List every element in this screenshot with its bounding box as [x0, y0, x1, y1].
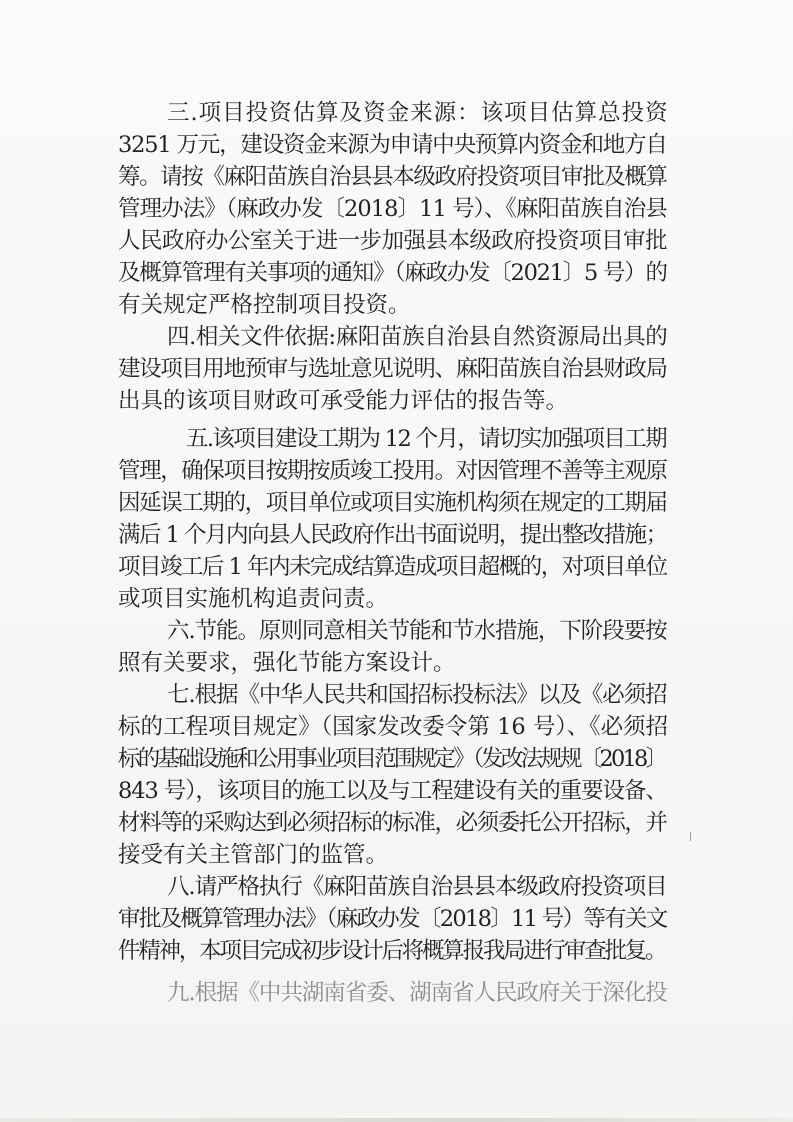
text-line: 五.该项目建设工期为 12 个月，请切实加强项目工期: [186, 426, 666, 452]
text-line: 人民政府办公室关于进一步加强县本级政府投资项目审批: [118, 228, 667, 254]
text-line: 出具的该项目财政可承受能力评估的报告等。: [118, 388, 569, 414]
text-line: 项目竣工后 1 年内未完成结算造成项目超概的，对项目单位: [118, 554, 667, 580]
text-line: 管理，确保项目按期按质竣工投用。对因管理不善等主观原: [118, 458, 667, 484]
text-line: 材料等的采购达到必须招标的标准，必须委托公开招标，并: [118, 810, 667, 836]
text-line: 接受有关主管部门的监管。: [118, 842, 389, 868]
text-line: 筹。请按《麻阳苗族自治县县本级政府投资项目审批及概算: [118, 164, 667, 190]
text-line: 满后 1 个月内向县人民政府作出书面说明，提出整改措施；: [118, 522, 667, 548]
text-line: 六.节能。原则同意相关节能和节水措施，下阶段要按: [167, 618, 667, 644]
text-line: 3251 万元，建设资金来源为申请中央预算内资金和地方自: [118, 132, 667, 158]
text-line: 审批及概算管理办法》（麻政办发〔2018〕11 号）等有关文: [118, 906, 667, 932]
text-line: 管理办法》（麻政办发〔2018〕11 号）、《麻阳苗族自治县: [118, 196, 667, 222]
text-line: 因延误工期的，项目单位或项目实施机构须在规定的工期届: [118, 490, 667, 516]
text-line: 标的基础设施和公用事业项目范围规定》（发改法规规〔2018〕: [118, 746, 666, 772]
text-line: 有关规定严格控制项目投资。: [118, 292, 411, 318]
scan-mark: [690, 832, 691, 841]
text-line: 建设项目用地预审与选址意见说明、麻阳苗族自治县财政局: [118, 356, 667, 382]
text-line: 件精神，本项目完成初步设计后将概算报我局进行审查批复。: [118, 938, 666, 964]
text-line: 七.根据《中华人民共和国招标投标法》以及《必须招: [167, 682, 667, 708]
text-line: 三.项目投资估算及资金来源：该项目估算总投资: [167, 100, 669, 126]
text-line: 四.相关文件依据:麻阳苗族自治县自然资源局出具的: [167, 324, 668, 350]
text-line: 标的工程项目规定》（国家发改委令第 16 号）、《必须招: [118, 714, 669, 740]
text-line: 及概算管理有关事项的通知》（麻政办发〔2021〕5 号）的: [118, 260, 667, 286]
text-line: 或项目实施机构追责问责。: [118, 586, 389, 612]
text-line: 九.根据《中共湖南省委、湖南省人民政府关于深化投: [167, 980, 667, 1006]
text-line: 照有关要求，强化节能方案设计。: [118, 650, 456, 676]
page-bottom-edge: [0, 1118, 793, 1122]
text-line: 八.请严格执行《麻阳苗族自治县县本级政府投资项目: [167, 874, 667, 900]
text-line: 843 号），该项目的施工以及与工程建设有关的重要设备、: [118, 778, 667, 804]
